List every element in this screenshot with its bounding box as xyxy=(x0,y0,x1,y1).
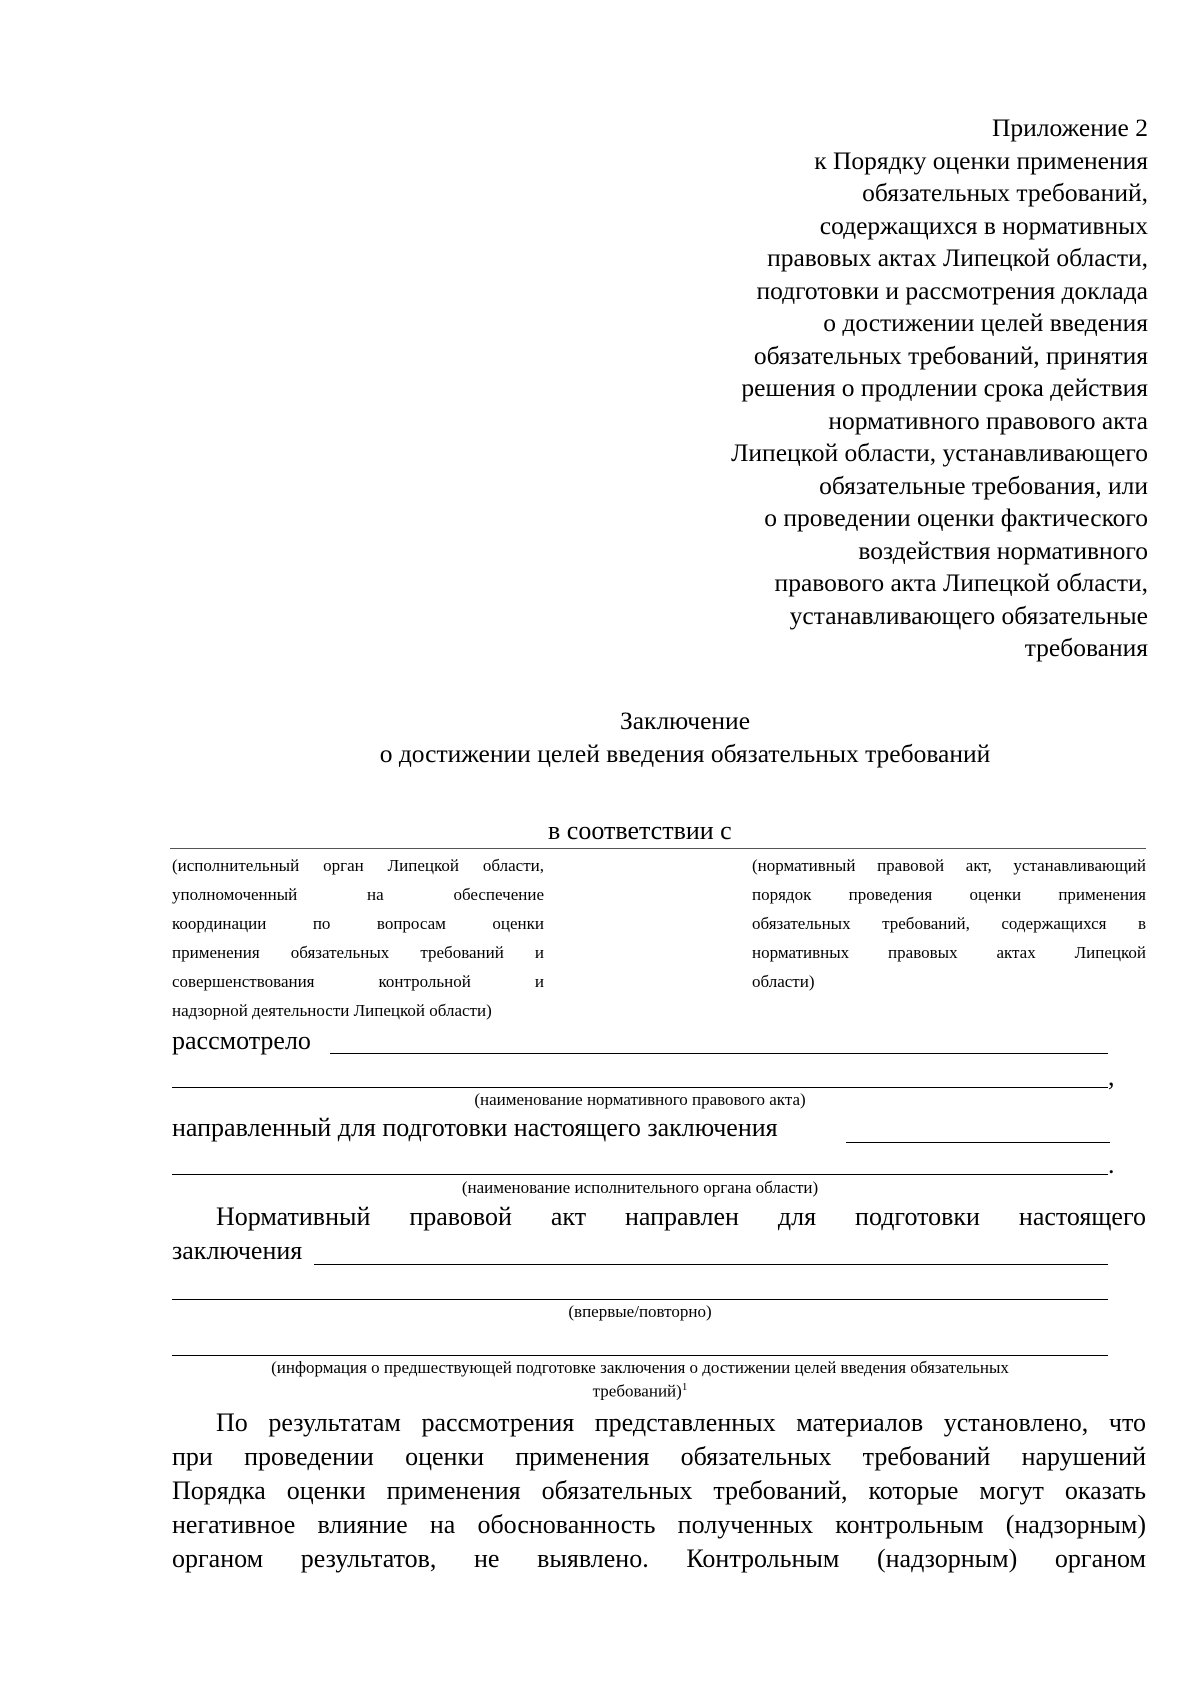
caption-first-repeat: (впервые/повторно) xyxy=(568,1302,712,1321)
sent-for-label: направленный для подготовки настоящего заключения xyxy=(172,1113,778,1142)
document-title: Заключение xyxy=(619,706,751,735)
sent-word: подготовки xyxy=(855,1202,980,1231)
caption-act-name: (наименование нормативного правового акта) xyxy=(474,1090,806,1109)
sent-word: Нормативный xyxy=(216,1202,371,1231)
appendix-line: к Порядку оценки применения xyxy=(814,145,1148,175)
accordance-text: в соответствии с xyxy=(548,816,732,845)
right-caption-line: нормативных правовых актах Липецкой xyxy=(752,943,1146,962)
right-caption-line: обязательных требований, содержащихся в xyxy=(752,914,1146,933)
result-paragraph xyxy=(172,1406,1146,1576)
appendix-line: подготовки и рассмотрения доклада xyxy=(756,275,1148,305)
right-caption-line: (нормативный правовой акт, устанавливающий xyxy=(752,856,1146,875)
caption-organ-name: (наименование исполнительного органа области) xyxy=(461,1178,819,1197)
appendix-line: устанавливающего обязательные xyxy=(789,600,1148,630)
footnote-mark: 1 xyxy=(681,1381,688,1393)
sent-word: настоящего xyxy=(1018,1202,1146,1231)
left-caption xyxy=(172,851,544,1025)
appendix-line: Приложение 2 xyxy=(992,113,1148,142)
conclusion-fill-line[interactable] xyxy=(314,1264,1108,1265)
left-caption-line: (исполнительный орган Липецкой области, xyxy=(172,856,544,875)
caption-previous-line2 xyxy=(172,1381,1108,1402)
reviewed-label: рассмотрело xyxy=(172,1026,311,1055)
accordance-rule xyxy=(170,848,1146,849)
appendix-line: требования xyxy=(1024,633,1148,662)
appendix-line: решения о продлении срока действия xyxy=(741,373,1148,402)
appendix-header xyxy=(588,112,1148,665)
sent-for-fill-line[interactable] xyxy=(846,1142,1110,1143)
result-line: органом результатов, не выявлено. Контрольным (надзорным) органом xyxy=(172,1544,1146,1573)
caption-previous-text: требований) xyxy=(592,1381,682,1401)
appendix-line: обязательных требований, принятия xyxy=(753,340,1148,370)
left-caption-line: совершенствования контрольной и xyxy=(172,972,544,991)
left-caption-line: применения обязательных требований и xyxy=(172,943,544,962)
document-subtitle: о достижении целей введения обязательных требований xyxy=(379,739,991,768)
result-line: Порядка оценки применения обязательных требований, которые могут оказать xyxy=(172,1476,1146,1505)
sent-word: акт xyxy=(550,1202,587,1231)
left-caption-line: надзорной деятельности Липецкой области) xyxy=(172,1001,492,1020)
result-line: при проведении оценки применения обязательных требований нарушений xyxy=(172,1442,1146,1471)
result-line: По результатам рассмотрения представленных материалов установлено, что xyxy=(216,1408,1146,1437)
appendix-line: обязательных требований, xyxy=(862,178,1148,207)
appendix-line: содержащихся в нормативных xyxy=(819,210,1148,240)
sent-word: для xyxy=(777,1202,817,1231)
caption-previous-line1: (информация о предшествующей подготовке заключения о достижении целей введения обязательных xyxy=(271,1358,1009,1377)
previous-info-fill-line[interactable] xyxy=(172,1355,1108,1356)
appendix-line: правовых актах Липецкой области, xyxy=(767,243,1148,272)
period-mark: . xyxy=(1108,1150,1115,1179)
act-name-fill-line[interactable] xyxy=(172,1087,1108,1088)
right-caption-line: порядок проведения оценки применения xyxy=(752,885,1146,904)
appendix-line: Липецкой области, устанавливающего xyxy=(731,438,1148,467)
left-caption-line: координации по вопросам оценки xyxy=(172,914,544,933)
sent-word: правовой xyxy=(409,1202,512,1231)
result-line: негативное влияние на обоснованность полученных контрольным (надзорным) xyxy=(172,1510,1146,1539)
sent-word: направлен xyxy=(625,1202,739,1231)
sent-sentence-line2: заключения xyxy=(172,1236,303,1265)
appendix-line: обязательные требования, или xyxy=(819,470,1148,500)
comma-mark: , xyxy=(1108,1062,1115,1091)
appendix-line: о достижении целей введения xyxy=(823,308,1148,337)
appendix-line: о проведении оценки фактического xyxy=(764,503,1148,532)
appendix-line: нормативного правового акта xyxy=(828,405,1148,435)
appendix-line: правового акта Липецкой области, xyxy=(774,568,1148,597)
reviewed-fill-line[interactable] xyxy=(330,1053,1108,1054)
left-caption-line: уполномоченный на обеспечение xyxy=(172,885,544,904)
right-caption-line: области) xyxy=(752,972,815,991)
sent-sentence-line1 xyxy=(216,1202,1146,1232)
first-repeat-fill-line[interactable] xyxy=(172,1299,1108,1300)
organ-name-fill-line[interactable] xyxy=(172,1174,1108,1175)
appendix-line: воздействия нормативного xyxy=(858,535,1148,565)
right-caption xyxy=(752,851,1146,996)
